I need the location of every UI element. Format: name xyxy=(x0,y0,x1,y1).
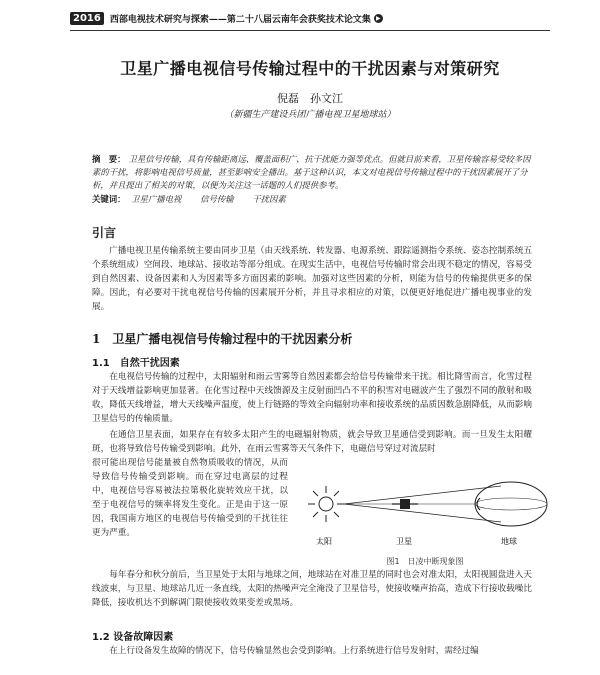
section-1-2-heading: 1.2 设备故障因素 xyxy=(92,632,174,643)
sun-outage-figure xyxy=(296,464,554,568)
intro-heading: 引言 xyxy=(92,226,117,240)
section-1-heading: 1 卫星广播电视信号传输过程中的干扰因素分析 xyxy=(92,332,353,346)
keywords xyxy=(92,193,532,205)
play-icon: ▶ xyxy=(374,14,383,23)
keywords-label: 关键词： xyxy=(92,194,126,204)
label-earth: 地球 xyxy=(501,537,517,546)
figure-caption: 图1 日凌中断现象图 xyxy=(386,557,464,566)
section-1-1-paragraph-2: 在通信卫星表面，如果存在有较多太阳产生的电磁辐射物质，就会导致卫星通信受到影响。而一旦发生太阳耀斑，也将导致信号传输受到影响。此外，在雨云雪雾等天气条件下，电磁信号穿过对流层时 xyxy=(92,430,532,454)
abstract xyxy=(92,153,532,192)
paper-affiliation: （新疆生产建设兵团广播电视卫星地球站） xyxy=(224,110,396,120)
section-1-1-heading: 1.1 自然干扰因素 xyxy=(92,358,180,369)
year-badge: 2016 xyxy=(70,12,104,25)
sun-icon xyxy=(308,486,344,522)
satellite-icon xyxy=(392,499,418,509)
keyword: 干扰因素 xyxy=(252,194,286,204)
paper-title: 卫星广播电视信号传输过程中的干扰因素与对策研究 xyxy=(120,59,500,78)
running-header xyxy=(70,8,550,28)
label-satellite: 卫星 xyxy=(396,537,412,546)
section-1-1-paragraph-1: 在电视信号传输的过程中，太阳辐射和雨云雪雾等自然因素都会给信号传输带来干扰。相比降雪而言，化雪过程对于天线增益影响更加显著。在化雪过程中天线馈源及主反射面凹凸不平的积雪对电磁波产生了强烈不同的散射和吸收，降低天线增益，增大天线噪声温度，使上行链路的等效全向辐射功率和接收系统的品质因数急剧降低，从而影响卫星信号的传输质量。 xyxy=(92,372,532,424)
journal-title: 西部电视技术研究与探索——第二十八届云南年会获奖技术论文集 xyxy=(109,14,371,25)
keyword: 卫星广播电视 xyxy=(131,194,182,204)
header-rule xyxy=(70,30,550,31)
section-1-2-paragraph: 在上行设备发生故障的情况下，信号传输显然也会受到影响。上行系统进行信号发射时，需经过编 xyxy=(109,646,479,656)
abstract-text: 卫星信号传输，具有传输距离远、覆盖面积广、抗干扰能力强等优点。但就目前来看，卫星传输容易受较多因素的干扰，将影响电视信号质量，甚至影响安全播出。基于这种认识，本文对电视信号传输过程中的干扰因素展开了分析，并且提出了相关的对策，以便为关注这一话题的人们提供参考。 xyxy=(92,154,531,190)
paper-authors: 倪磊 孙文江 xyxy=(277,92,343,105)
section-1-1-paragraph-3: 每年春分和秋分前后，当卫星处于太阳与地球之间，地球站在对准卫星的同时也会对准太阳，太阳视圆盘进入天线波束，与卫星、地球站几近一条直线，太阳的热噪声完全淹没了卫星信号，使接收噪声抬高，造成下行接收载噪比降低，接收机达不到解调门限使接收效果变差或黑场。 xyxy=(92,570,532,608)
keyword: 信号传输 xyxy=(200,194,234,204)
section-1-1-paragraph-2-wrap: 很可能出现信号能量被自然物质吸收的情况，从而导致信号传输受到影响。而在穿过电离层的过程中，电视信号容易被法拉第极化旋转效应干扰，以至于电视信号的频率将发生变化。正是由于这一原因，我国南方地区的电视信号传输受到的干扰往往更为严重。 xyxy=(92,458,288,538)
label-sun: 太阳 xyxy=(316,537,332,546)
abstract-label: 摘 要： xyxy=(92,154,126,164)
earth-icon xyxy=(475,482,547,526)
intro-paragraph: 广播电视卫星传输系统主要由同步卫星（由天线系统、转发器、电源系统、跟踪遥测指令系统、姿态控制系统五个系统组成）空间段、地球站、接收站等部分组成。在现实生活中，电视信号传输时常会出现不稳定的情况，容易受到自然因素、设备因素和人为因素等多方面因素的影响。加强对这些因素的分析，则能为信号的传输提供更多的保障。因此，有必要对干扰电视信号传输的因素展开分析，并且寻求相应的对策，以便更好地促进广播电视事业的发展。 xyxy=(92,246,532,312)
